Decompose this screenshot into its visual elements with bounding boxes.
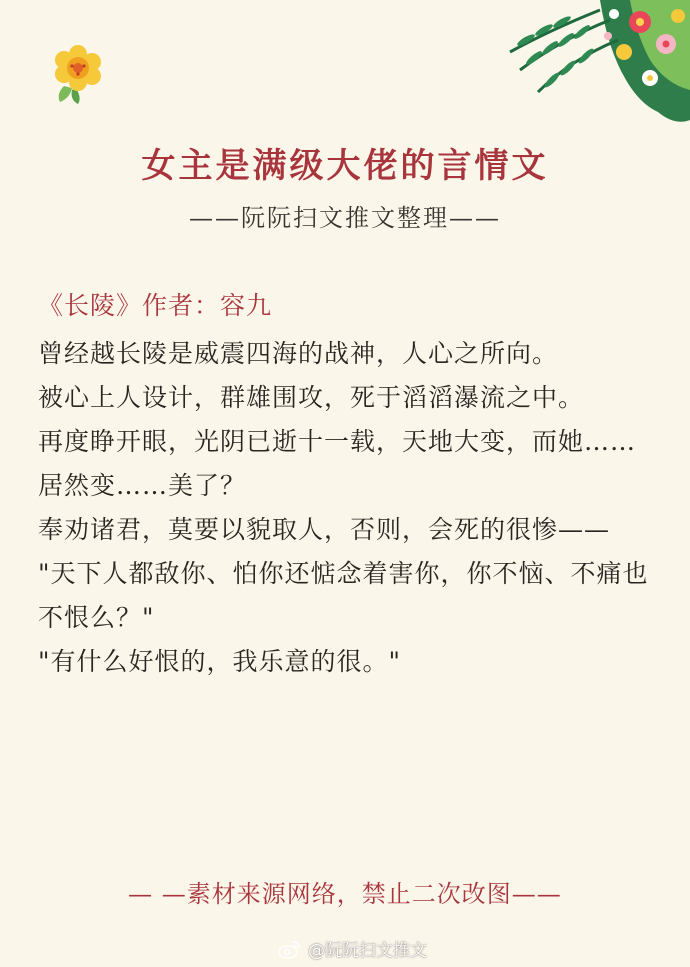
floral-corner-decoration-icon — [490, 0, 690, 130]
summary-paragraph: 奉劝诸君，莫要以貌取人，否则，会死的很惨—— — [38, 515, 611, 544]
watermark-text: @阮阮扫文推文 — [308, 941, 427, 961]
weibo-icon — [278, 939, 302, 959]
footer-notice: — —素材来源网络，禁止二次改图—— — [128, 880, 562, 908]
book-summary — [38, 332, 653, 684]
page-subtitle: ——阮阮扫文推文整理—— — [189, 204, 501, 232]
quote-paragraph: "天下人都敌你、怕你还惦念着害你，你不恼、不痛也不恨么？" — [38, 559, 649, 632]
summary-paragraph: 再度睁开眼，光阴已逝十一载，天地大变，而她……居然变……美了？ — [38, 427, 637, 500]
page-title: 女主是满级大佬的言情文 — [141, 146, 549, 186]
summary-paragraph: 曾经越长陵是威震四海的战神，人心之所向。 — [38, 339, 559, 368]
yellow-flower-icon — [48, 42, 108, 106]
quote-paragraph: "有什么好恨的，我乐意的很。" — [38, 647, 401, 676]
book-heading: 《长陵》作者：容九 — [38, 291, 273, 320]
summary-paragraph: 被心上人设计，群雄围攻，死于滔滔瀑流之中。 — [38, 383, 585, 412]
watermark — [278, 936, 427, 961]
